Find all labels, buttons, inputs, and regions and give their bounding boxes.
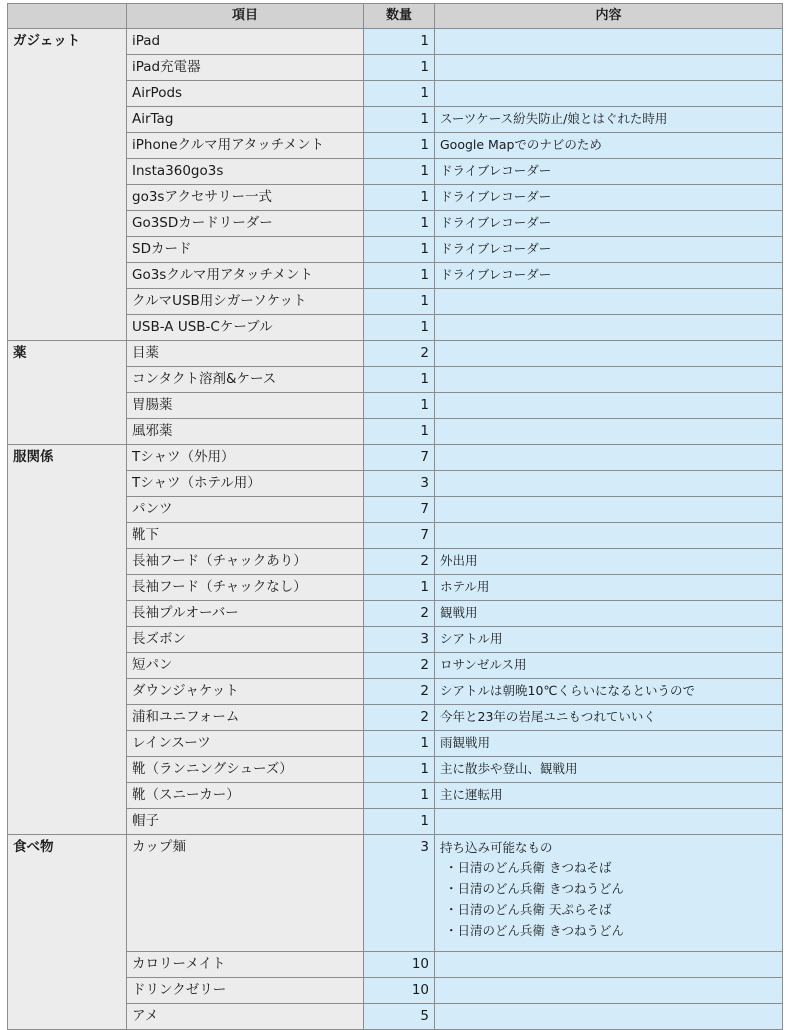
description-cell[interactable]: 今年と23年の岩尾ユニもつれていいく [435,705,783,731]
description-cell[interactable] [435,809,783,835]
description-cell[interactable] [435,952,783,978]
item-cell[interactable]: 浦和ユニフォーム [127,705,364,731]
item-cell[interactable]: iPad充電器 [127,55,364,81]
description-cell[interactable] [435,471,783,497]
description-cell[interactable]: ホテル用 [435,575,783,601]
packing-list-sheet [7,3,782,1030]
quantity-cell[interactable]: 10 [364,952,435,978]
quantity-cell[interactable]: 7 [364,523,435,549]
header-item: 項目 [127,4,364,29]
quantity-cell[interactable]: 1 [364,575,435,601]
category-cell[interactable]: 食べ物 [8,835,127,1030]
description-cell[interactable]: ドライブレコーダー [435,263,783,289]
item-cell[interactable]: AirPods [127,81,364,107]
description-cell[interactable]: シアトル用 [435,627,783,653]
item-cell[interactable]: 靴（スニーカー） [127,783,364,809]
item-cell[interactable]: アメ [127,1004,364,1030]
table-row [8,445,783,471]
description-cell[interactable]: ドライブレコーダー [435,159,783,185]
item-cell[interactable]: コンタクト溶剤&ケース [127,367,364,393]
item-cell[interactable]: 長袖フード（チャックあり） [127,549,364,575]
quantity-cell[interactable]: 1 [364,809,435,835]
item-cell[interactable]: 短パン [127,653,364,679]
description-cell[interactable] [435,393,783,419]
description-cell[interactable]: 雨観戦用 [435,731,783,757]
table-row [8,341,783,367]
description-cell[interactable] [435,419,783,445]
item-cell[interactable]: Go3sクルマ用アタッチメント [127,263,364,289]
item-cell[interactable]: 長袖フード（チャックなし） [127,575,364,601]
quantity-cell[interactable]: 2 [364,705,435,731]
quantity-cell[interactable]: 1 [364,263,435,289]
item-cell[interactable]: iPad [127,29,364,55]
description-cell[interactable]: 主に運転用 [435,783,783,809]
category-cell[interactable]: 服関係 [8,445,127,835]
item-cell[interactable]: SDカード [127,237,364,263]
item-cell[interactable]: 風邪薬 [127,419,364,445]
quantity-cell[interactable]: 3 [364,835,435,952]
description-cell[interactable] [435,497,783,523]
category-cell[interactable]: 薬 [8,341,127,445]
quantity-cell[interactable]: 1 [364,237,435,263]
description-cell[interactable] [435,315,783,341]
description-cell[interactable]: 主に散歩や登山、観戦用 [435,757,783,783]
description-cell[interactable]: 観戦用 [435,601,783,627]
quantity-cell[interactable]: 1 [364,731,435,757]
table-header [8,4,783,29]
quantity-cell[interactable]: 2 [364,679,435,705]
header-category [8,4,127,29]
item-cell[interactable]: 長ズボン [127,627,364,653]
quantity-cell[interactable]: 1 [364,419,435,445]
table-body [8,29,783,1030]
item-cell[interactable]: Insta360go3s [127,159,364,185]
item-cell[interactable]: 長袖プルオーバー [127,601,364,627]
description-bullet: ・日清のどん兵衛 天ぷらそば [445,902,612,917]
quantity-cell[interactable]: 3 [364,627,435,653]
description-cell[interactable] [435,445,783,471]
item-cell[interactable]: ダウンジャケット [127,679,364,705]
description-cell[interactable]: ロサンゼルス用 [435,653,783,679]
item-cell[interactable]: カップ麺 [127,835,364,952]
quantity-cell[interactable]: 7 [364,497,435,523]
category-cell[interactable]: ガジェット [8,29,127,341]
item-cell[interactable]: iPhoneクルマ用アタッチメント [127,133,364,159]
packing-list-table [7,3,783,1030]
description-cell[interactable] [435,341,783,367]
item-cell[interactable]: ドリンクゼリー [127,978,364,1004]
quantity-cell[interactable]: 2 [364,549,435,575]
quantity-cell[interactable]: 1 [364,393,435,419]
item-cell[interactable]: 目薬 [127,341,364,367]
item-cell[interactable]: パンツ [127,497,364,523]
description-cell[interactable] [435,523,783,549]
quantity-cell[interactable]: 1 [364,185,435,211]
description-cell[interactable] [435,367,783,393]
header-description: 内容 [435,4,783,29]
item-cell[interactable]: AirTag [127,107,364,133]
description-cell[interactable] [435,81,783,107]
quantity-cell[interactable]: 1 [364,159,435,185]
quantity-cell[interactable]: 1 [364,29,435,55]
description-cell[interactable] [435,55,783,81]
quantity-cell[interactable]: 3 [364,471,435,497]
item-cell[interactable]: Tシャツ（外用） [127,445,364,471]
description-cell[interactable]: ドライブレコーダー [435,211,783,237]
description-cell[interactable] [435,835,783,952]
quantity-cell[interactable]: 10 [364,978,435,1004]
quantity-cell[interactable]: 1 [364,783,435,809]
description-cell[interactable]: スーツケース紛失防止/娘とはぐれた時用 [435,107,783,133]
quantity-cell[interactable]: 1 [364,133,435,159]
quantity-cell[interactable]: 1 [364,367,435,393]
table-row [8,29,783,55]
quantity-cell[interactable]: 2 [364,653,435,679]
item-cell[interactable]: Tシャツ（ホテル用） [127,471,364,497]
quantity-cell[interactable]: 5 [364,1004,435,1030]
item-cell[interactable]: 靴（ランニングシューズ） [127,757,364,783]
item-cell[interactable]: 靴下 [127,523,364,549]
description-cell[interactable]: Google Mapでのナビのため [435,133,783,159]
item-cell[interactable]: カロリーメイト [127,952,364,978]
description-cell[interactable]: ドライブレコーダー [435,185,783,211]
description-bullet: ・日清のどん兵衛 きつねうどん [445,881,624,896]
quantity-cell[interactable]: 2 [364,341,435,367]
item-cell[interactable]: レインスーツ [127,731,364,757]
header-quantity: 数量 [364,4,435,29]
description-cell[interactable]: シアトルは朝晩10℃くらいになるというので [435,679,783,705]
item-cell[interactable]: 胃腸薬 [127,393,364,419]
quantity-cell[interactable]: 1 [364,757,435,783]
description-cell[interactable]: 外出用 [435,549,783,575]
quantity-cell[interactable]: 2 [364,601,435,627]
description-cell[interactable] [435,289,783,315]
description-cell[interactable] [435,1004,783,1030]
item-cell[interactable]: クルマUSB用シガーソケット [127,289,364,315]
item-cell[interactable]: Go3SDカードリーダー [127,211,364,237]
description-cell[interactable] [435,978,783,1004]
description-bullet: ・日清のどん兵衛 きつねそば [445,860,612,875]
description-bullet: ・日清のどん兵衛 きつねうどん [445,923,624,938]
description-heading: 持ち込み可能なもの [440,840,553,855]
item-cell[interactable]: go3sアクセサリー一式 [127,185,364,211]
description-cell[interactable] [435,29,783,55]
quantity-cell[interactable]: 1 [364,81,435,107]
quantity-cell[interactable]: 1 [364,315,435,341]
item-cell[interactable]: 帽子 [127,809,364,835]
quantity-cell[interactable]: 1 [364,211,435,237]
quantity-cell[interactable]: 1 [364,289,435,315]
table-row [8,835,783,952]
quantity-cell[interactable]: 7 [364,445,435,471]
quantity-cell[interactable]: 1 [364,107,435,133]
item-cell[interactable]: USB-A USB-Cケーブル [127,315,364,341]
description-cell[interactable]: ドライブレコーダー [435,237,783,263]
quantity-cell[interactable]: 1 [364,55,435,81]
